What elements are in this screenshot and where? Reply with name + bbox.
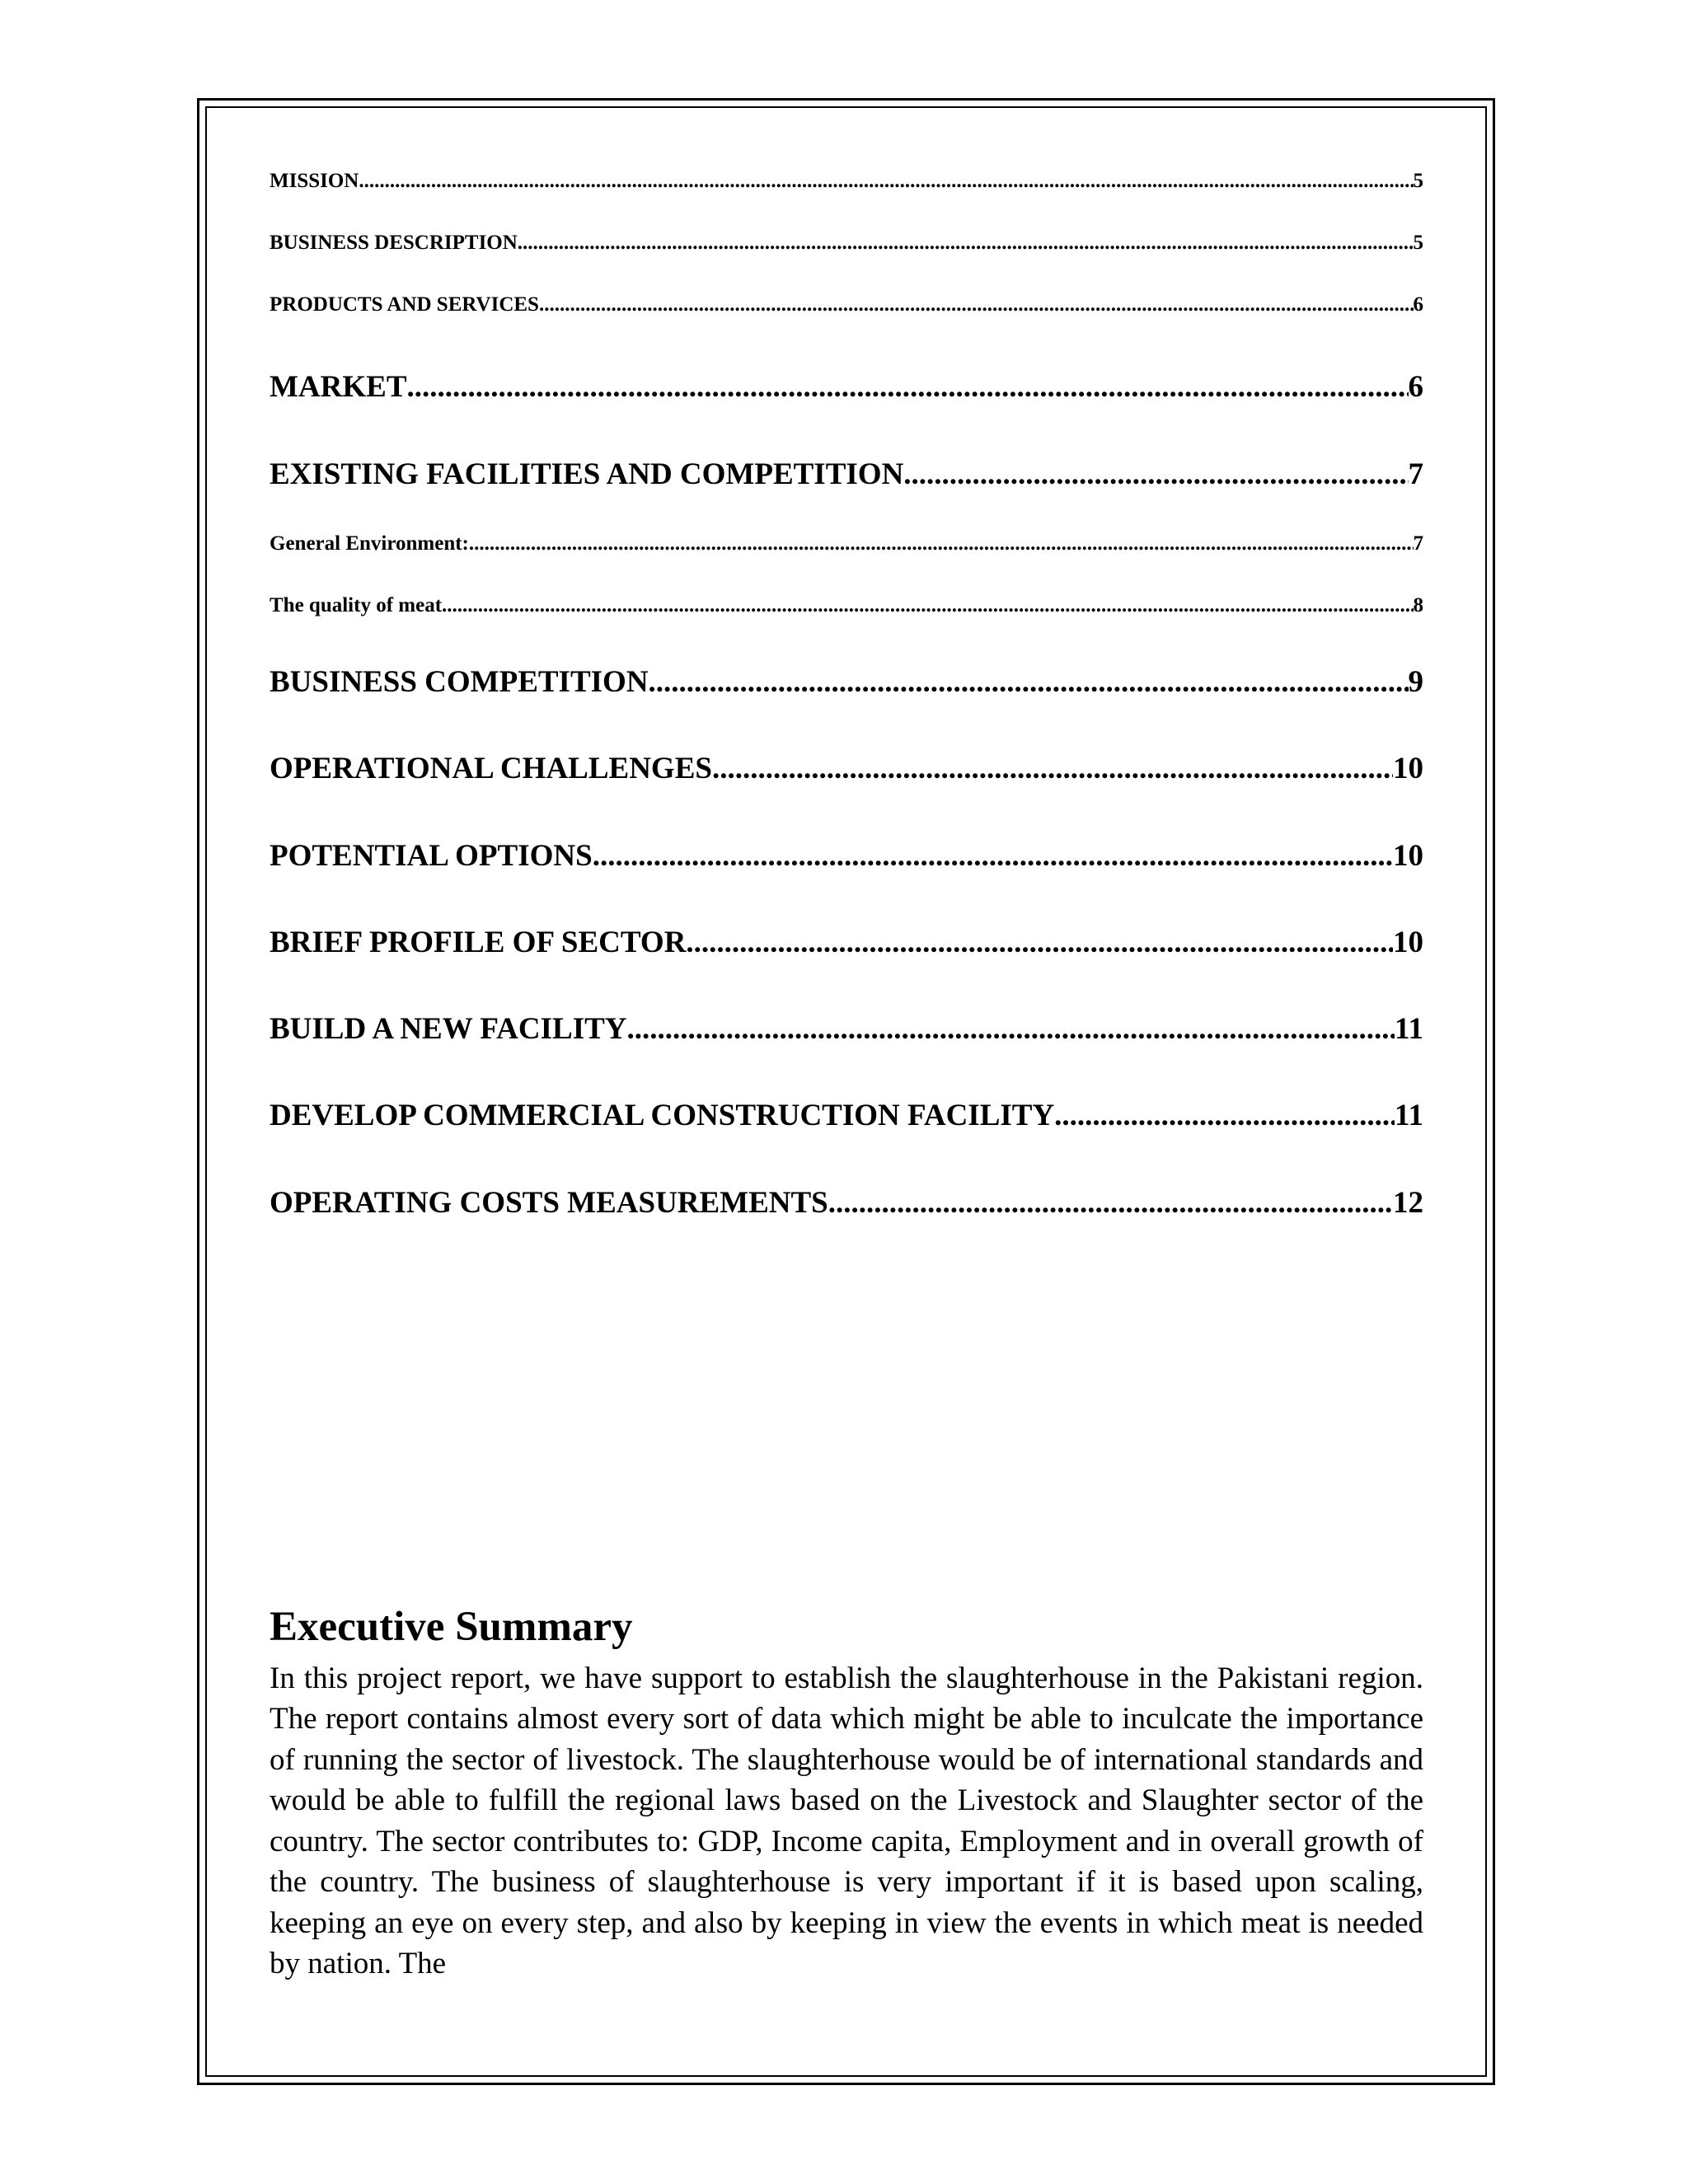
toc-entry-page: 6 bbox=[1408, 370, 1423, 404]
toc-entry-business-competition[interactable] bbox=[270, 664, 1423, 700]
toc-dot-leader bbox=[686, 925, 1393, 960]
toc-entry-business-description[interactable] bbox=[270, 232, 1423, 255]
toc-entry-mission[interactable] bbox=[270, 170, 1423, 193]
toc-entry-existing-facilities[interactable] bbox=[270, 457, 1423, 492]
toc-entry-page: 11 bbox=[1395, 1099, 1423, 1132]
toc-entry-quality-of-meat[interactable] bbox=[270, 594, 1423, 617]
toc-dot-leader bbox=[539, 293, 1414, 316]
executive-summary-section bbox=[270, 1603, 1423, 1985]
toc-entry-page: 10 bbox=[1393, 926, 1423, 959]
toc-dot-leader bbox=[712, 751, 1393, 786]
toc-entry-page: 5 bbox=[1413, 170, 1423, 192]
toc-dot-leader bbox=[903, 457, 1408, 492]
toc-dot-leader bbox=[649, 664, 1409, 700]
toc-entry-general-environment[interactable] bbox=[270, 532, 1423, 555]
toc-dot-leader bbox=[407, 369, 1409, 405]
toc-entry-page: 7 bbox=[1408, 457, 1423, 491]
toc-dot-leader bbox=[593, 838, 1393, 874]
toc-entry-page: 9 bbox=[1408, 665, 1423, 699]
toc-entry-page: 10 bbox=[1393, 752, 1423, 785]
toc-entry-page: 8 bbox=[1413, 594, 1423, 616]
toc-entry-title: EXISTING FACILITIES AND COMPETITION bbox=[270, 457, 904, 491]
toc-entry-page: 5 bbox=[1413, 232, 1423, 254]
toc-entry-page: 12 bbox=[1393, 1186, 1423, 1220]
section-heading: Executive Summary bbox=[270, 1604, 633, 1650]
toc-entry-market[interactable] bbox=[270, 369, 1423, 405]
toc-dot-leader bbox=[1054, 1098, 1395, 1133]
toc-entry-title: OPERATING COSTS MEASUREMENTS bbox=[270, 1186, 828, 1220]
toc-entry-title: DEVELOP COMMERCIAL CONSTRUCTION FACILITY bbox=[270, 1099, 1055, 1132]
toc-entry-page: 11 bbox=[1395, 1012, 1423, 1046]
toc-dot-leader bbox=[518, 232, 1414, 255]
toc-entry-title: OPERATIONAL CHALLENGES bbox=[270, 752, 712, 785]
toc-entry-potential-options[interactable] bbox=[270, 838, 1423, 874]
summary-paragraph: In this project report, we have support to establish the slaughterhouse in the Pakistani region. The report contains almost every sort of data which might be able to inculcate the importance of running the sector of livestock. The slaughterhouse would be of international standards and would be able to fulfill the regional laws based on the Livestock and Slaughter sector of the country. The sector contributes to: GDP, Income capita, Employment and in overall growth of the country. The business of slaughterhouse is very important if it is based upon scaling, keeping an eye on every step, and also by keeping in view the events in which meat is needed by nation. The bbox=[270, 1661, 1423, 1981]
toc-entry-page: 7 bbox=[1413, 532, 1423, 555]
toc-entry-title: BUSINESS COMPETITION bbox=[270, 665, 649, 699]
toc-entry-title: BUILD A NEW FACILITY bbox=[270, 1012, 627, 1046]
toc-entry-brief-profile-of-sector[interactable] bbox=[270, 925, 1423, 960]
toc-dot-leader bbox=[469, 532, 1414, 555]
toc-entry-title: BUSINESS DESCRIPTION bbox=[270, 232, 518, 254]
toc-entry-title: The quality of meat bbox=[270, 594, 443, 616]
toc-entry-page: 10 bbox=[1393, 839, 1423, 873]
toc-entry-title: General Environment: bbox=[270, 532, 469, 555]
toc-dot-leader bbox=[828, 1185, 1393, 1221]
toc-entry-products-and-services[interactable] bbox=[270, 293, 1423, 316]
toc-dot-leader bbox=[627, 1011, 1395, 1047]
toc-entry-title: MISSION bbox=[270, 170, 359, 192]
toc-entry-title: PRODUCTS AND SERVICES bbox=[270, 293, 539, 316]
toc-dot-leader bbox=[442, 594, 1413, 617]
toc-entry-develop-commercial-construction[interactable] bbox=[270, 1098, 1423, 1133]
toc-entry-operating-costs-measurements[interactable] bbox=[270, 1185, 1423, 1221]
toc-entry-title: BRIEF PROFILE OF SECTOR bbox=[270, 926, 687, 959]
toc-dot-leader bbox=[359, 170, 1413, 193]
toc-entry-page: 6 bbox=[1413, 293, 1423, 316]
toc-entry-title: MARKET bbox=[270, 370, 407, 404]
toc-entry-build-a-new-facility[interactable] bbox=[270, 1011, 1423, 1047]
toc-entry-title: POTENTIAL OPTIONS bbox=[270, 839, 593, 873]
toc-entry-operational-challenges[interactable] bbox=[270, 751, 1423, 786]
